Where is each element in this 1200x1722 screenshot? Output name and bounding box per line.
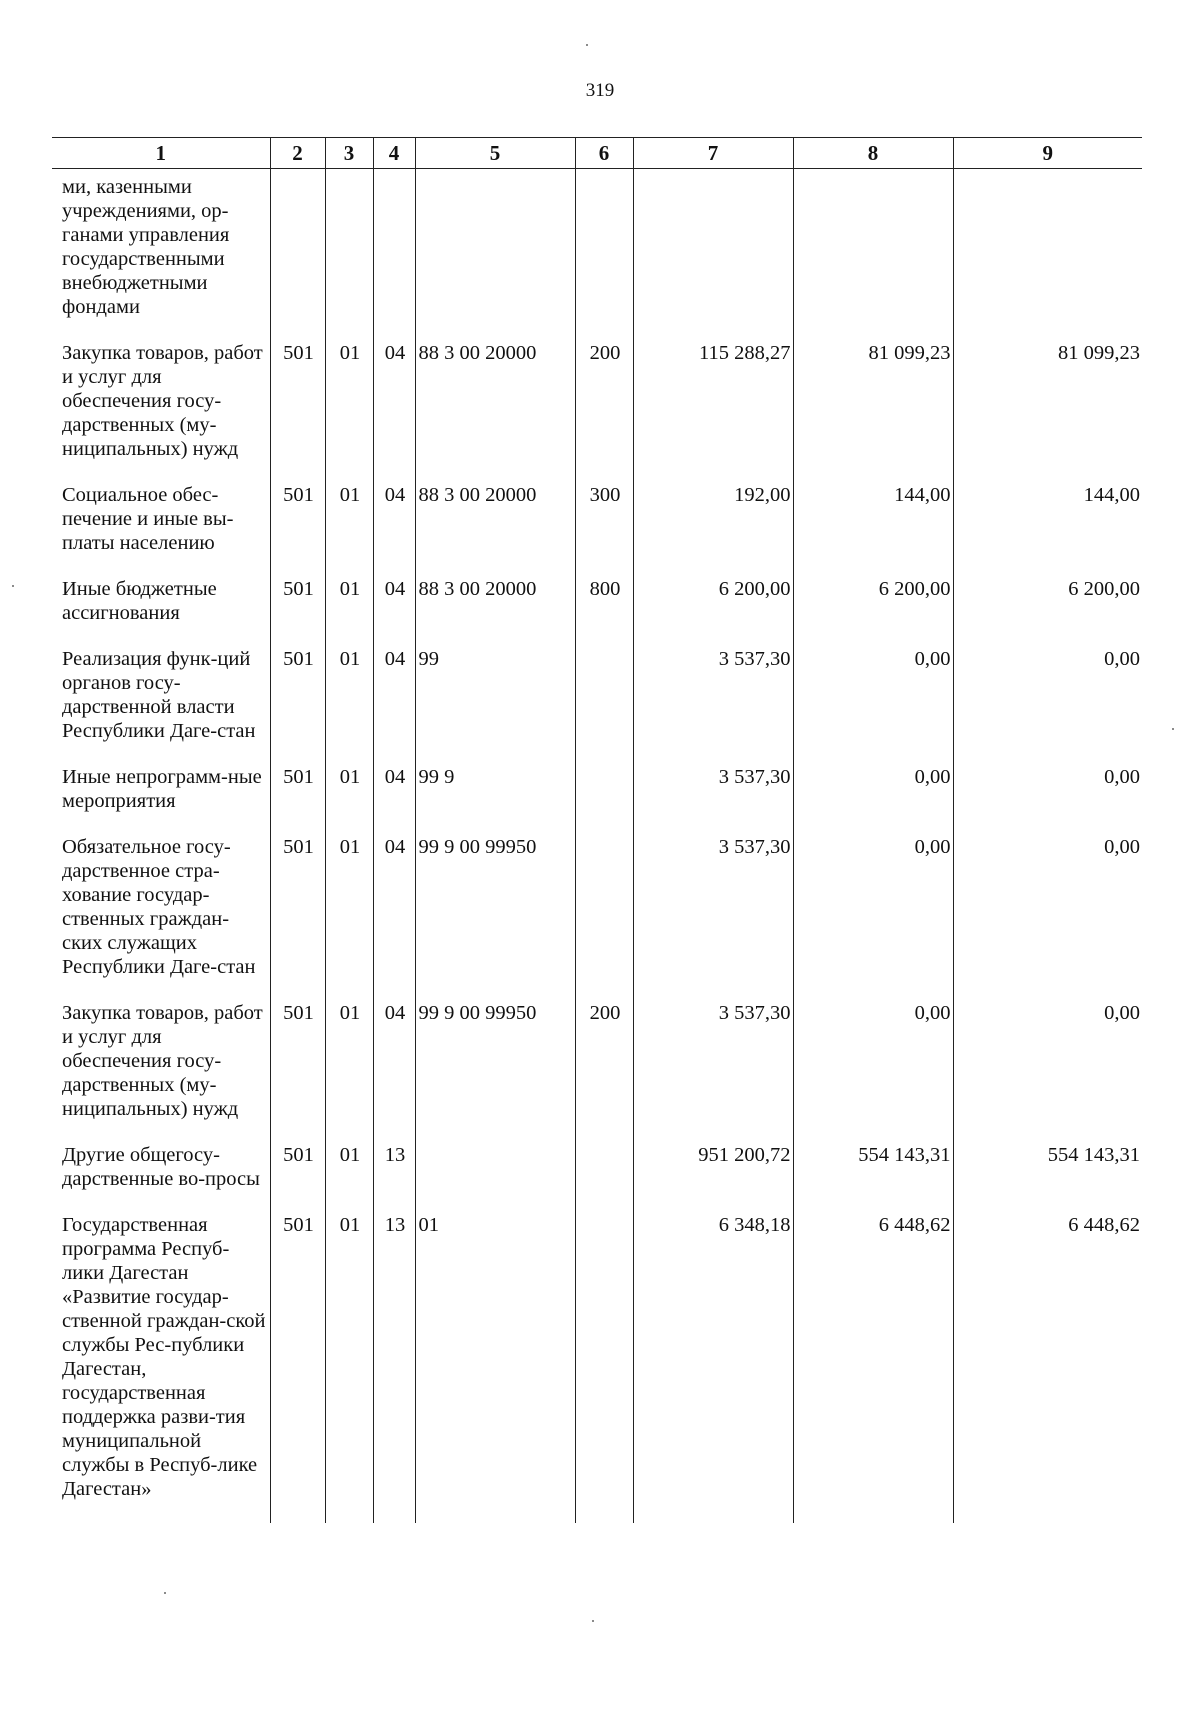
cell-ministry-code bbox=[270, 169, 325, 342]
row-name: Реализация функ-ций органов госу-дарственной власти Республики Даге-стан bbox=[62, 648, 256, 742]
column-header-2: 2 bbox=[270, 138, 325, 169]
cell-ministry-code: 501 bbox=[270, 1213, 325, 1523]
scan-speck bbox=[1172, 728, 1174, 730]
cell-amount-col9 bbox=[953, 169, 1142, 342]
column-header-7: 7 bbox=[633, 138, 793, 169]
cell-expense-type bbox=[575, 835, 633, 1001]
scan-speck bbox=[12, 585, 14, 587]
row-name: Иные бюджетные ассигнования bbox=[62, 578, 217, 624]
cell-section-code bbox=[325, 169, 373, 342]
cell-subsection-code: 04 bbox=[373, 765, 415, 835]
cell-ministry-code: 501 bbox=[270, 341, 325, 483]
cell-ministry-code: 501 bbox=[270, 1001, 325, 1143]
cell-target-article: 99 9 00 99950 bbox=[415, 835, 575, 1001]
cell-section-code: 01 bbox=[325, 577, 373, 647]
cell-expense-type: 800 bbox=[575, 577, 633, 647]
column-header-4: 4 bbox=[373, 138, 415, 169]
cell-section-code: 01 bbox=[325, 1143, 373, 1213]
cell-target-article: 01 bbox=[415, 1213, 575, 1523]
cell-amount-col9: 144,00 bbox=[953, 483, 1142, 577]
cell-amount-col7: 3 537,30 bbox=[633, 647, 793, 765]
cell-amount-col8: 6 200,00 bbox=[793, 577, 953, 647]
cell-ministry-code: 501 bbox=[270, 765, 325, 835]
row-name: Закупка товаров, работ и услуг для обеспечения госу-дарственных (му-ниципальных) нужд bbox=[62, 1002, 263, 1120]
cell-amount-col9: 6 448,62 bbox=[953, 1213, 1142, 1523]
table-row bbox=[52, 1213, 1142, 1523]
cell-target-article: 88 3 00 20000 bbox=[415, 341, 575, 483]
page-number: 319 bbox=[585, 80, 615, 101]
cell-section-code: 01 bbox=[325, 835, 373, 1001]
cell-expense-type: 300 bbox=[575, 483, 633, 577]
cell-amount-col7: 192,00 bbox=[633, 483, 793, 577]
table-row bbox=[52, 647, 1142, 765]
table-header bbox=[52, 138, 1142, 169]
cell-amount-col8: 0,00 bbox=[793, 835, 953, 1001]
cell-amount-col8: 0,00 bbox=[793, 647, 953, 765]
cell-amount-col7: 3 537,30 bbox=[633, 1001, 793, 1143]
cell-ministry-code: 501 bbox=[270, 1143, 325, 1213]
column-header-8: 8 bbox=[793, 138, 953, 169]
cell-ministry-code: 501 bbox=[270, 647, 325, 765]
cell-section-code: 01 bbox=[325, 1213, 373, 1523]
row-name: Закупка товаров, работ и услуг для обеспечения госу-дарственных (му-ниципальных) нужд bbox=[62, 342, 263, 460]
cell-amount-col7: 6 348,18 bbox=[633, 1213, 793, 1523]
column-header-9: 9 bbox=[953, 138, 1142, 169]
table-row bbox=[52, 341, 1142, 483]
row-name: Иные непрограмм-ные мероприятия bbox=[62, 766, 262, 812]
cell-expense-type bbox=[575, 1213, 633, 1523]
cell-amount-col8: 554 143,31 bbox=[793, 1143, 953, 1213]
scan-speck bbox=[592, 1620, 594, 1622]
cell-amount-col7: 3 537,30 bbox=[633, 835, 793, 1001]
row-name: Обязательное госу-дарственное стра-хование государ-ственных граждан-ских служащих Республики Даге-стан bbox=[62, 836, 256, 978]
cell-ministry-code: 501 bbox=[270, 483, 325, 577]
cell-target-article bbox=[415, 1143, 575, 1213]
table-row bbox=[52, 1001, 1142, 1143]
row-name: Государственная программа Респуб-лики Дагестан «Развитие государ-ственной граждан-ской службы Рес-публики Дагестан, государственная поддержка разви-тия муниципальной службы в Респуб-лике Дагестан» bbox=[62, 1214, 266, 1500]
cell-amount-col9: 81 099,23 bbox=[953, 341, 1142, 483]
cell-subsection-code: 13 bbox=[373, 1213, 415, 1523]
row-name: Другие общегосу-дарственные во-просы bbox=[62, 1144, 260, 1190]
table-body bbox=[52, 169, 1142, 1524]
budget-table bbox=[52, 137, 1142, 1523]
header-row bbox=[52, 138, 1142, 169]
cell-amount-col7: 3 537,30 bbox=[633, 765, 793, 835]
table-row bbox=[52, 835, 1142, 1001]
cell-section-code: 01 bbox=[325, 647, 373, 765]
cell-target-article bbox=[415, 169, 575, 342]
cell-expense-type: 200 bbox=[575, 341, 633, 483]
cell-amount-col8 bbox=[793, 169, 953, 342]
cell-amount-col9: 6 200,00 bbox=[953, 577, 1142, 647]
cell-subsection-code: 04 bbox=[373, 483, 415, 577]
cell-amount-col8: 81 099,23 bbox=[793, 341, 953, 483]
cell-amount-col9: 554 143,31 bbox=[953, 1143, 1142, 1213]
scan-speck bbox=[164, 1592, 166, 1594]
cell-subsection-code: 13 bbox=[373, 1143, 415, 1213]
column-header-3: 3 bbox=[325, 138, 373, 169]
cell-amount-col7 bbox=[633, 169, 793, 342]
cell-amount-col8: 0,00 bbox=[793, 1001, 953, 1143]
cell-subsection-code: 04 bbox=[373, 1001, 415, 1143]
cell-section-code: 01 bbox=[325, 483, 373, 577]
cell-target-article: 99 9 bbox=[415, 765, 575, 835]
table-row bbox=[52, 765, 1142, 835]
table-row bbox=[52, 483, 1142, 577]
cell-subsection-code: 04 bbox=[373, 835, 415, 1001]
row-name: Социальное обес-печение и иные вы-платы населению bbox=[62, 484, 234, 554]
cell-amount-col7: 951 200,72 bbox=[633, 1143, 793, 1213]
cell-subsection-code: 04 bbox=[373, 577, 415, 647]
cell-ministry-code: 501 bbox=[270, 577, 325, 647]
cell-expense-type bbox=[575, 169, 633, 342]
cell-amount-col9: 0,00 bbox=[953, 765, 1142, 835]
cell-target-article: 99 bbox=[415, 647, 575, 765]
table-row bbox=[52, 1143, 1142, 1213]
cell-amount-col9: 0,00 bbox=[953, 835, 1142, 1001]
row-name: ми, казенными учреждениями, ор-ганами управления государственными внебюджетными фондами bbox=[62, 176, 230, 318]
cell-expense-type bbox=[575, 765, 633, 835]
cell-amount-col9: 0,00 bbox=[953, 1001, 1142, 1143]
cell-amount-col8: 144,00 bbox=[793, 483, 953, 577]
cell-subsection-code bbox=[373, 169, 415, 342]
cell-section-code: 01 bbox=[325, 341, 373, 483]
cell-target-article: 88 3 00 20000 bbox=[415, 483, 575, 577]
cell-expense-type bbox=[575, 1143, 633, 1213]
table-row bbox=[52, 577, 1142, 647]
column-header-1: 1 bbox=[52, 138, 270, 169]
cell-subsection-code: 04 bbox=[373, 341, 415, 483]
cell-amount-col9: 0,00 bbox=[953, 647, 1142, 765]
cell-amount-col7: 115 288,27 bbox=[633, 341, 793, 483]
column-header-6: 6 bbox=[575, 138, 633, 169]
cell-section-code: 01 bbox=[325, 765, 373, 835]
cell-expense-type bbox=[575, 647, 633, 765]
cell-target-article: 88 3 00 20000 bbox=[415, 577, 575, 647]
cell-amount-col8: 6 448,62 bbox=[793, 1213, 953, 1523]
table-row bbox=[52, 169, 1142, 342]
cell-section-code: 01 bbox=[325, 1001, 373, 1143]
cell-subsection-code: 04 bbox=[373, 647, 415, 765]
column-header-5: 5 bbox=[415, 138, 575, 169]
cell-target-article: 99 9 00 99950 bbox=[415, 1001, 575, 1143]
scan-speck bbox=[586, 44, 588, 46]
cell-amount-col8: 0,00 bbox=[793, 765, 953, 835]
cell-ministry-code: 501 bbox=[270, 835, 325, 1001]
cell-amount-col7: 6 200,00 bbox=[633, 577, 793, 647]
cell-expense-type: 200 bbox=[575, 1001, 633, 1143]
